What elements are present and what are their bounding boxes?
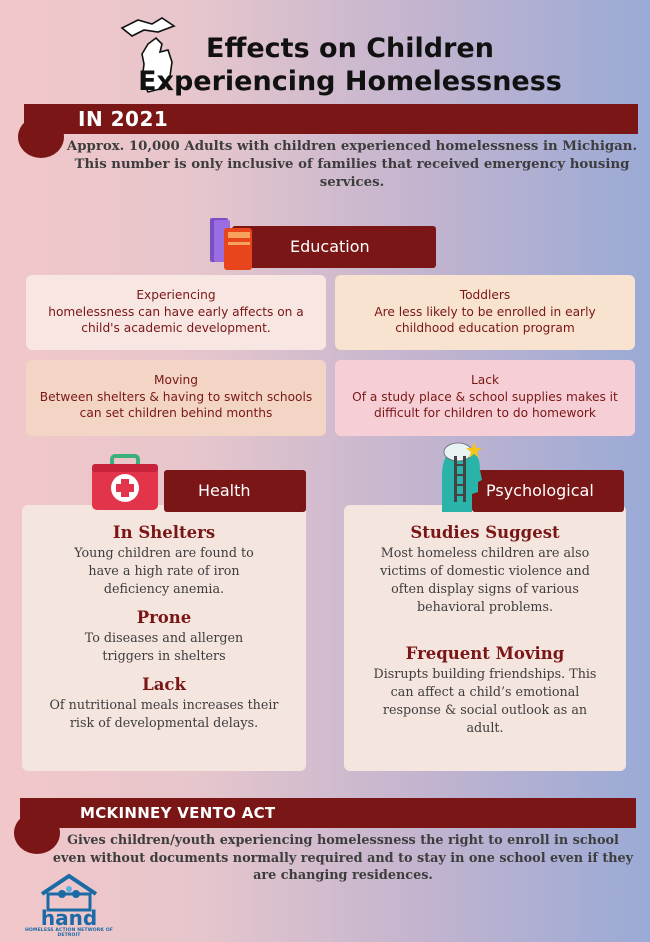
health-heading-1: In Shelters [112, 523, 216, 542]
psych-heading-1: Studies Suggest [410, 523, 560, 542]
health-text-2: To diseases and allergen triggers in shelters [84, 630, 244, 663]
first-aid-kit-icon [88, 452, 168, 514]
card-title: Moving [153, 373, 199, 387]
education-card-2 [335, 275, 635, 350]
psychological-banner [472, 470, 624, 512]
mckinney-text: Gives children/youth experiencing homelessness the right to enroll in school even without documents normally required and to stay in one school even if they are changing residences. [52, 833, 634, 883]
psych-heading-2: Frequent Moving [405, 644, 565, 663]
health-heading-2: Prone [136, 608, 192, 627]
card-title: Lack [470, 373, 500, 387]
card-text: homelessness can have early affects on a child's academic development. [48, 304, 304, 335]
card-text: Of a study place & school supplies makes it difficult for children to do homework [352, 389, 618, 420]
mckinney-label: MCKINNEY VENTO ACT [80, 804, 276, 822]
psychological-label: Psychological [486, 481, 594, 500]
health-heading-3: Lack [142, 675, 186, 694]
title-line-2: Experiencing Homelessness [138, 66, 562, 97]
health-panel [22, 505, 306, 771]
year-banner [24, 104, 638, 134]
card-title: Toddlers [459, 288, 511, 302]
head-ladder-icon [438, 440, 484, 514]
page-title [95, 32, 605, 98]
logo-tagline: HOMELESS ACTION NETWORK OF DETROIT [24, 928, 114, 938]
education-card-3 [26, 360, 326, 436]
education-banner [232, 226, 436, 268]
health-text-3: Of nutritional meals increases their risk of developmental delays. [49, 697, 279, 730]
card-text: Between shelters & having to switch schools can set children behind months [39, 389, 313, 420]
psych-text-2: Disrupts building friendships. This can affect a child’s emotional response & social outlook as an adult. [373, 666, 597, 735]
health-text-1: Young children are found to have a high rate of iron deficiency anemia. [74, 545, 254, 596]
books-icon [206, 212, 258, 272]
hand-logo [24, 872, 114, 938]
education-label: Education [290, 237, 370, 256]
education-card-4 [335, 360, 635, 436]
health-banner [164, 470, 306, 512]
psychological-panel [344, 505, 626, 771]
psych-text-1: Most homeless children are also victims of domestic violence and often display signs of various behavioral problems. [380, 545, 590, 614]
year-intro-text: Approx. 10,000 Adults with children experienced homelessness in Michigan. This number is only inclusive of families that received emergency housing services. [66, 139, 638, 190]
mckinney-banner [20, 798, 636, 828]
card-title: Experiencing [136, 288, 216, 302]
health-label: Health [198, 481, 251, 500]
year-label: IN 2021 [78, 107, 169, 131]
logo-word: hand [40, 906, 98, 930]
education-card-1 [26, 275, 326, 350]
card-text: Are less likely to be enrolled in early childhood education program [374, 304, 596, 335]
title-line-1: Effects on Children [206, 33, 494, 64]
